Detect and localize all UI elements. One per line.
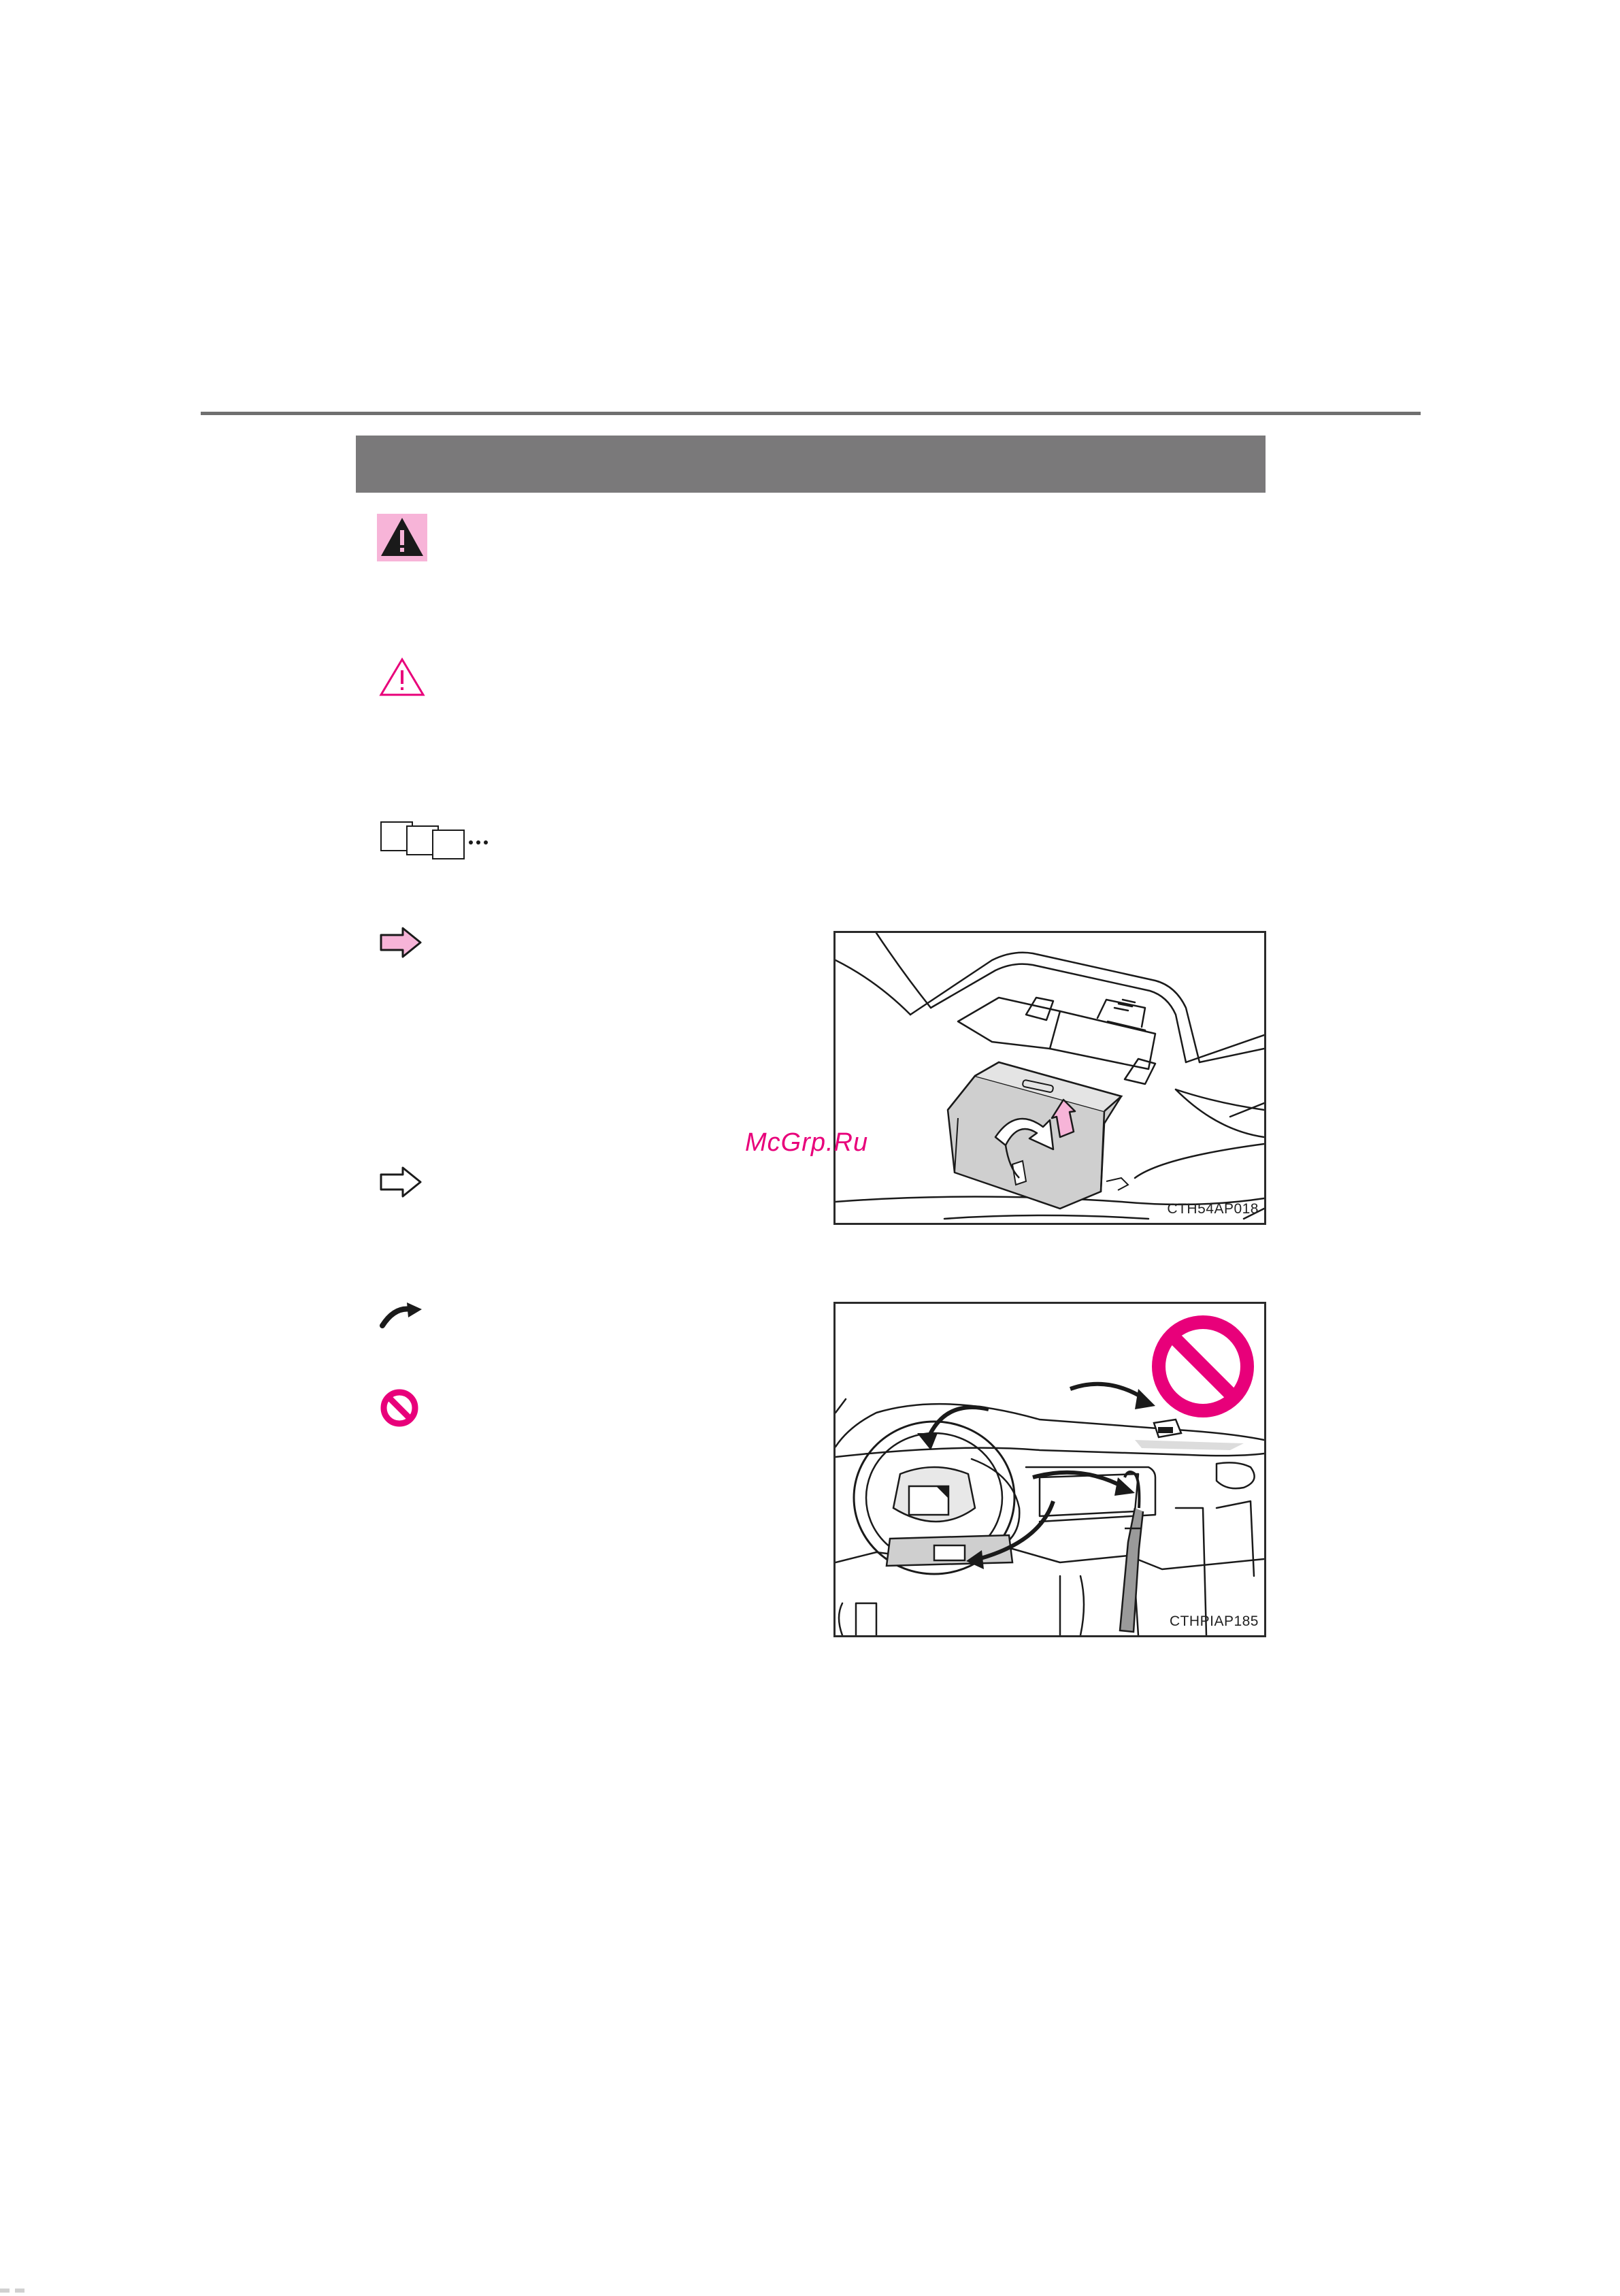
notice-icon — [378, 657, 426, 698]
watermark: McGrp.Ru — [745, 1128, 869, 1157]
outcome-arrow-icon — [378, 1165, 423, 1199]
dashboard-illustration — [836, 1304, 1264, 1635]
page-footer-mark — [0, 2283, 41, 2293]
prohibited-icon — [380, 1388, 419, 1428]
motion-arrow-icon — [380, 1301, 425, 1330]
section-header-bar — [356, 436, 1266, 493]
figure-label: CTHPIAP185 — [1169, 1613, 1259, 1629]
warning-icon — [377, 514, 427, 561]
action-arrow-pink-icon — [378, 925, 423, 960]
figure-label: CTH54AP018 — [1167, 1201, 1259, 1217]
top-rule — [201, 412, 1421, 415]
sunglasses-holder-illustration — [836, 933, 1264, 1223]
figure-sunglasses-holder — [833, 931, 1266, 1225]
operation-steps-icon — [378, 817, 494, 864]
figure-dashboard-prohibited — [833, 1302, 1266, 1637]
